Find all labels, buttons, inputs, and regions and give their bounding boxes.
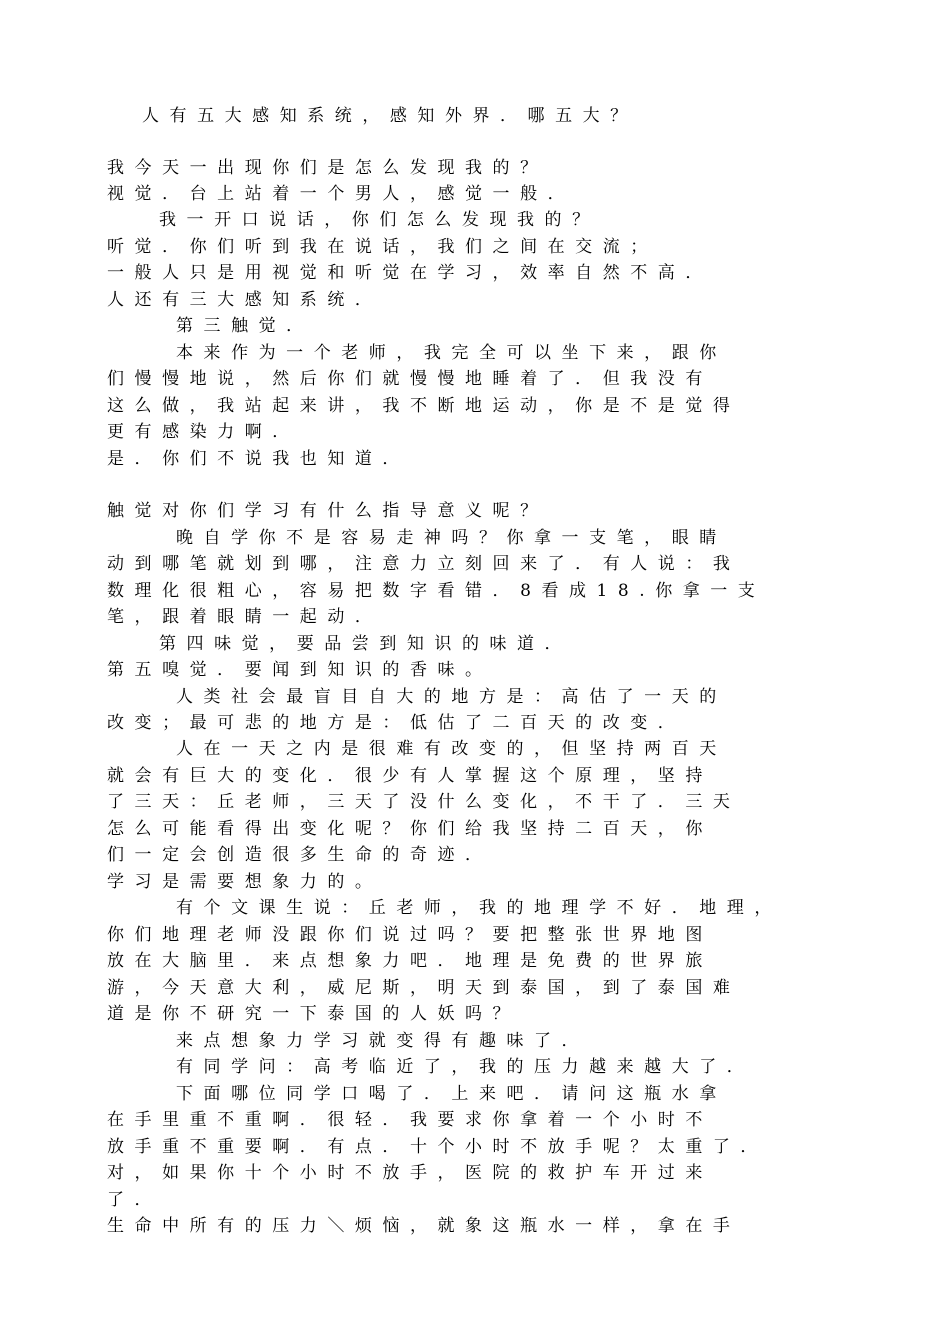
text-line: 更有感染力啊． — [107, 422, 300, 442]
text-line: 动到哪笔就划到哪，注意力立刻回来了．有人说：我 — [107, 554, 741, 574]
text-line: 们慢慢地说，然后你们就慢慢地睡着了．但我没有 — [107, 369, 713, 389]
text-line: 第三触觉． — [176, 316, 314, 336]
text-line: 游，今天意大利，威尼斯，明天到泰国，到了泰国难 — [107, 978, 741, 998]
text-line: 一般人只是用视觉和听觉在学习，效率自然不高． — [107, 263, 713, 283]
text-line: 对，如果你十个小时不放手，医院的救护车开过来 — [107, 1163, 713, 1183]
text-line: 人有五大感知系统，感知外界．哪五大？ — [142, 106, 638, 126]
text-line: 道是你不研究一下泰国的人妖吗？ — [107, 1004, 521, 1024]
text-line: 有同学问：高考临近了，我的压力越来越大了． — [176, 1057, 755, 1077]
text-line: 怎么可能看得出变化呢？你们给我坚持二百天，你 — [107, 819, 713, 839]
text-line: 来点想象力学习就变得有趣味了． — [176, 1031, 590, 1051]
text-line: 听觉．你们听到我在说话，我们之间在交流； — [107, 237, 658, 257]
text-line: 视觉．台上站着一个男人，感觉一般． — [107, 184, 576, 204]
text-line: 笔，跟着眼睛一起动． — [107, 607, 383, 627]
text-line: 第四味觉，要品尝到知识的味道． — [159, 634, 573, 654]
text-line: 了． — [107, 1190, 163, 1210]
text-line: 放在大脑里．来点想象力吧．地理是免费的世界旅 — [107, 951, 713, 971]
text-line: 人类社会最盲目自大的地方是：高估了一天的 — [176, 687, 727, 707]
text-line: 你们地理老师没跟你们说过吗？要把整张世界地图 — [107, 925, 713, 945]
text-line: 触觉对你们学习有什么指导意义呢？ — [107, 501, 548, 521]
text-line: 我一开口说话，你们怎么发现我的？ — [159, 210, 600, 230]
text-line: 这么做，我站起来讲，我不断地运动，你是不是觉得 — [107, 396, 741, 416]
text-line: 改变；最可悲的地方是：低估了二百天的改变． — [107, 713, 686, 733]
text-line: 有个文课生说：丘老师，我的地理学不好．地理， — [176, 898, 782, 918]
text-line: 放手重不重要啊．有点．十个小时不放手呢？太重了． — [107, 1137, 768, 1157]
text-line: 人还有三大感知系统． — [107, 290, 383, 310]
text-line: 们一定会创造很多生命的奇迹． — [107, 845, 493, 865]
text-line: 了三天：丘老师，三天了没什么变化，不干了．三天 — [107, 792, 741, 812]
text-line: 第五嗅觉．要闻到知识的香味。 — [107, 660, 493, 680]
text-line: 在手里重不重啊．很轻．我要求你拿着一个小时不 — [107, 1110, 713, 1130]
text-line: 是．你们不说我也知道． — [107, 449, 410, 469]
text-line: 晚自学你不是容易走神吗？你拿一支笔，眼睛 — [176, 528, 727, 548]
text-line: 我今天一出现你们是怎么发现我的？ — [107, 158, 548, 178]
text-line: 生命中所有的压力＼烦恼，就象这瓶水一样，拿在手 — [107, 1216, 741, 1236]
text-line: 下面哪位同学口喝了．上来吧．请问这瓶水拿 — [176, 1084, 727, 1104]
text-line: 学习是需要想象力的。 — [107, 872, 383, 892]
text-line: 数理化很粗心，容易把数字看错．8看成18.你拿一支 — [107, 581, 766, 601]
text-line: 就会有巨大的变化．很少有人掌握这个原理，坚持 — [107, 766, 713, 786]
text-line: 本来作为一个老师，我完全可以坐下来，跟你 — [176, 343, 727, 363]
text-line: 人在一天之内是很难有改变的，但坚持两百天 — [176, 739, 727, 759]
